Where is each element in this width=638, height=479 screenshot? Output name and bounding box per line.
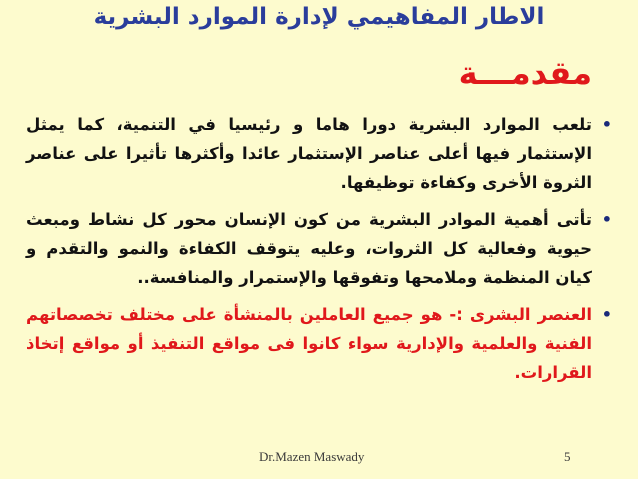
bullet-list (26, 110, 614, 395)
bullet-text: تلعب الموارد البشرية دورا هاما و رئيسيا في التنمية، كما يمثل الإستثمار فيها أعلى عناصر الإستثمار عائدا وأكثرها تأثيرا على عناصر الثروة الأخرى وكفاءة توظيفها. (26, 115, 592, 192)
bullet-text: تأتى أهمية الموادر البشرية من كون الإنسان محور كل نشاط ومبعث حيوية وفعالية كل الثروات، وعليه يتوقف الكفاءة والنمو والتقدم و كيان المنظمة وملامحها وتفوقها والإستمرار والمنافسة.. (26, 210, 592, 287)
bullet-item (26, 110, 614, 197)
bullet-marker: • (601, 210, 612, 229)
bullet-marker: • (601, 115, 612, 134)
bullet-item-highlight (26, 300, 614, 387)
bullet-text: العنصر البشرى :- هو جميع العاملين بالمنشأة على مختلف تخصصاتهم الفنية والعلمية والإدارية سواء كانوا فى مواقع التنفيذ أو مواقع إتخاذ القرارات. (26, 305, 592, 382)
slide-title: الاطار المفاهيمي لإدارة الموارد البشرية (93, 4, 545, 30)
page-number: 5 (564, 449, 571, 464)
footer-author: Dr.Mazen Maswady (259, 449, 365, 464)
bullet-marker: • (601, 305, 612, 324)
section-heading: مقدمـــة (458, 54, 592, 92)
bullet-item (26, 205, 614, 292)
